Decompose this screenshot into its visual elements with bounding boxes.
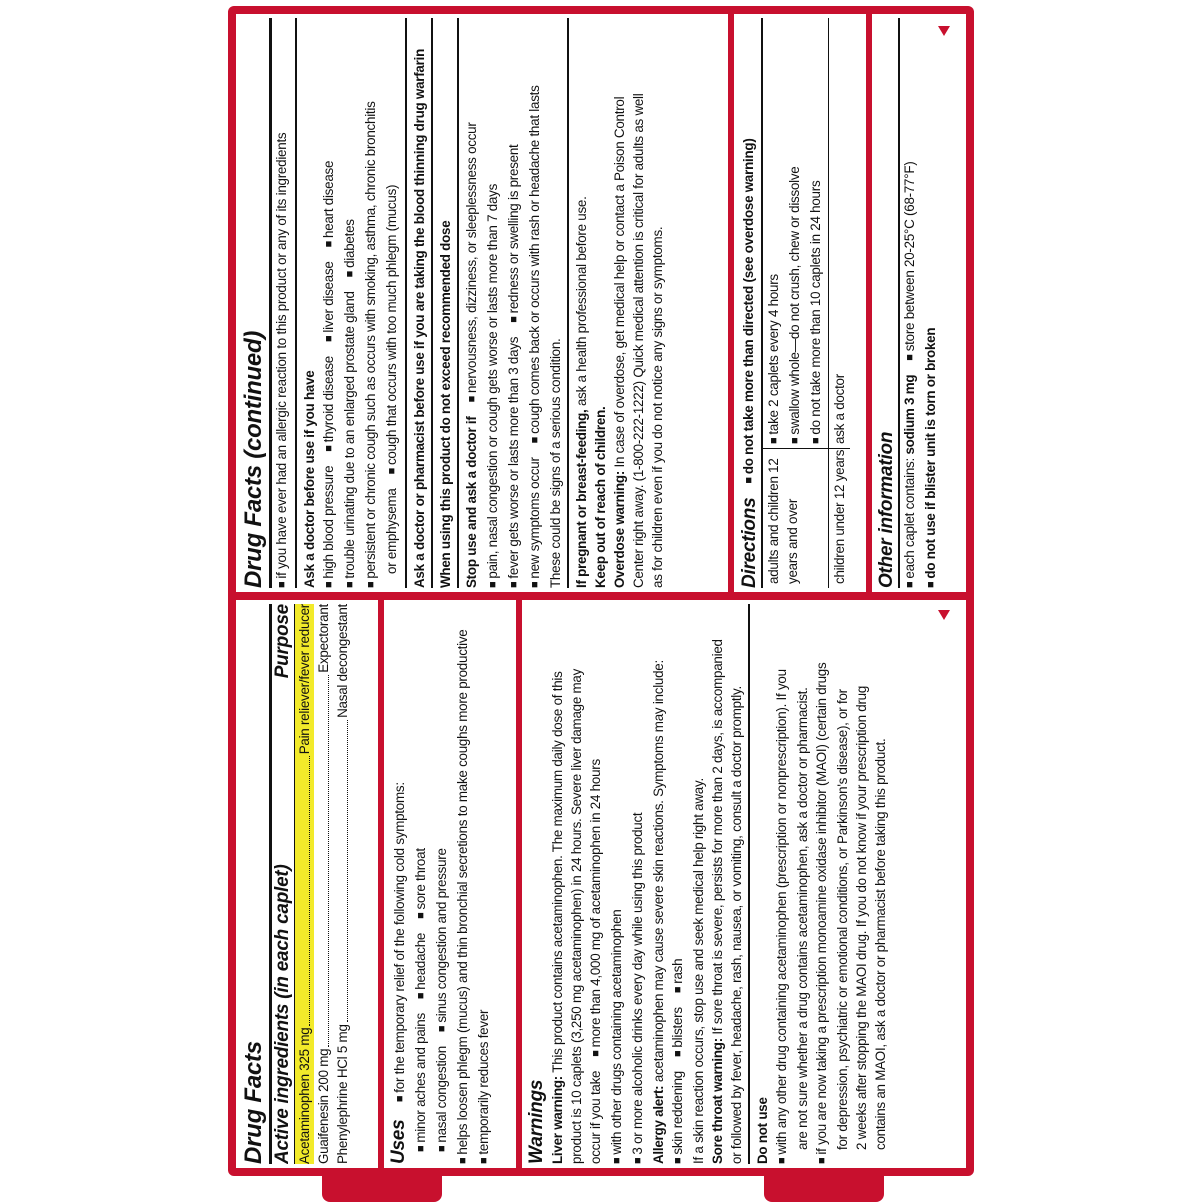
condition: ■ heart disease [321,161,336,248]
liver-warning-label: Liver warning: [550,1075,565,1164]
keep-out-of-reach: Keep out of reach of children. [593,406,608,588]
symptom: ■ skin reddening [670,1071,685,1164]
package-tab-right [764,1174,884,1202]
ingredient-row [295,604,314,1164]
warning-text: contains an MAOI, ask a doctor or pharmacist before taking this product. [873,738,888,1150]
dosage-item: ■ do not take more than 10 caplets in 24 hours [808,181,823,444]
warning-text: for depression, psychiatric or emotional conditions, or Parkinson's disease), or for [835,689,850,1150]
warnings-heading: Warnings [526,1079,547,1164]
condition: ■ thyroid disease [321,356,336,452]
stop-use-item: ■ nervousness, dizziness, or sleeplessness occur [464,122,479,402]
warning-item: ■ with other drugs containing acetaminophen [609,910,624,1165]
ingredient-row [314,604,333,1164]
stop-use-heading: Stop use and ask a doctor if [464,416,479,588]
ingredient-purpose: Nasal decongestant [335,604,350,718]
symptom: ■ nasal congestion [434,1046,449,1152]
stop-use-item: ■ redness or swelling is present [506,144,521,322]
warning-text: acetaminophen may cause severe skin reactions. Symptoms may include: [651,660,666,1083]
info-item: ■ each caplet contains: [902,458,917,588]
dosage-item: ask a doctor [832,374,847,444]
stop-use-item: ■ fever gets worse or lasts more than 3 days [506,337,521,588]
symptom: ■ headache [413,933,428,999]
when-using-heading: When using this product do not exceed recommended dose [438,220,453,588]
use-item: ■ temporarily reduces fever [476,1010,491,1164]
continued-heading: Drug Facts (continued) [240,18,272,588]
condition: or emphysema [384,488,399,574]
ingredient-name: Guaifenesin 200 mg [316,1048,331,1164]
directions-heading: Directions [739,497,760,588]
symptom: ■ minor aches and pains [413,1013,428,1152]
drug-facts-title: Drug Facts [240,604,272,1164]
warning-item: ■ if you are now taking a prescription monoamine oxidase inhibitor (MAOI) (certain drugs [814,663,829,1164]
directions-general: ■ do not take more than directed (see overdose warning) [738,138,761,483]
warning-text: Center right away. (1-800-222-1222) Quick medical attention is critical for adults as well [631,93,646,588]
uses-intro: ■ for the temporary relief of the following cold symptoms: [392,782,407,1102]
stop-use-item: ■ pain, nasal congestion or cough gets worse or lasts more than 7 days [485,184,500,588]
info-item: ■ store between 20-25°C (68-77°F) [902,162,917,361]
active-ingredients-section [240,604,378,1164]
warning-item: ■ 3 or more alcoholic drinks every day while using this product [630,813,645,1164]
info-value: sodium 3 mg [902,374,917,455]
directions-section [738,18,864,588]
condition: ■ high blood pressure [321,466,336,588]
other-info-section [876,18,964,588]
symptom: ■ sinus congestion and pressure [434,848,449,1032]
active-ingredients-heading: Active ingredients (in each caplet) [272,864,293,1164]
warning-text: These could be signs of a serious condition. [548,338,563,588]
continued-section [240,18,726,588]
condition: ■ trouble urinating due to an enlarged prostate gland [342,291,357,588]
stop-use-item: ■ new symptoms occur [527,457,542,588]
ask-doctor-heading: Ask a doctor before use if you have [302,370,317,588]
warning-item: ■ if you have ever had an allergic reaction to this product or any of its ingredients [274,133,289,588]
warning-item: ■ more than 4,000 mg of acetaminophen in 24 hours [588,759,603,1057]
symptom: ■ blisters [670,1007,685,1057]
info-item: ■ do not use if blister unit is torn or broken [923,328,938,588]
warning-text: If a skin reaction occurs, stop use and seek medical help right away. [691,778,706,1164]
warning-text: as for children even if you do not notice any signs or symptoms. [650,226,665,588]
overdose-warning-label: Overdose warning: [612,470,627,588]
ingredient-purpose: Expectorant [316,604,331,673]
warning-text: In case of overdose, get medical help or contact a Poison Control [612,96,627,468]
age-group: children under 12 years [829,448,850,588]
warning-text: occur if you take [588,1070,603,1164]
use-item: ■ helps loosen phlegm (mucus) and thin bronchial secretions to make coughs more productive [455,630,470,1164]
dosage-table [763,18,850,588]
age-group: adults and children 12 years and over [763,448,828,588]
ingredient-name: Phenylephrine HCl 5 mg [335,1024,350,1164]
dosage-item: ■ take 2 caplets every 4 hours [766,274,781,444]
allergy-alert-label: Allergy alert: [651,1085,666,1164]
stop-use-item: ■ cough comes back or occurs with rash or headache that lasts [527,85,542,443]
condition: ■ diabetes [342,219,357,277]
do-not-use-heading: Do not use [755,1097,770,1164]
other-info-heading: Other information [876,18,900,588]
warning-text: are not sure whether a drug contains acetaminophen, ask a doctor or pharmacist. [795,687,810,1150]
warning-text: or followed by fever, headache, rash, nausea, or vomiting, consult a doctor promptly. [729,686,744,1164]
ingredient-name: Acetaminophen 325 mg [297,1027,312,1164]
warning-text: If sore throat is severe, persists for more than 2 days, is accompanied [710,639,725,1035]
symptom: ■ sore throat [413,848,428,919]
condition: ■ cough that occurs with too much phlegm (mucus) [384,185,399,475]
purpose-heading: Purpose [272,604,293,679]
package-tab-left [322,1174,442,1202]
warning-text: This product contains acetaminophen. The maximum daily dose of this [550,671,565,1073]
warning-text: product is 10 caplets (3,250 mg acetaminophen) in 24 hours. Severe liver damage may [569,668,584,1164]
uses-section [388,604,514,1164]
warnings-section [526,604,966,1164]
warning-text: 2 weeks after stopping the MAOI drug. If you do not know if your prescription drug [854,685,869,1150]
dosage-item: ■ swallow whole—do not crush, chew or dissolve [787,166,802,444]
ask-pharmacist-heading: Ask a doctor or pharmacist before use if you are taking the blood thinning drug warfarin [412,49,427,588]
warning-item: ■ with any other drug containing acetaminophen (prescription or nonprescription). If you [774,669,789,1164]
ingredient-purpose: Pain reliever/fever reducer [297,604,312,755]
condition: ■ persistent or chronic cough such as occurs with smoking, asthma, chronic bronchitis [363,101,378,588]
uses-heading: Uses [388,1119,409,1164]
ingredient-row [333,604,352,1164]
pregnant-label: If pregnant or breast-feeding, [574,409,589,588]
warning-text: ask a health professional before use. [574,196,589,407]
symptom: ■ rash [670,959,685,993]
sore-throat-label: Sore throat warning: [710,1038,725,1164]
condition: ■ liver disease [321,261,336,342]
